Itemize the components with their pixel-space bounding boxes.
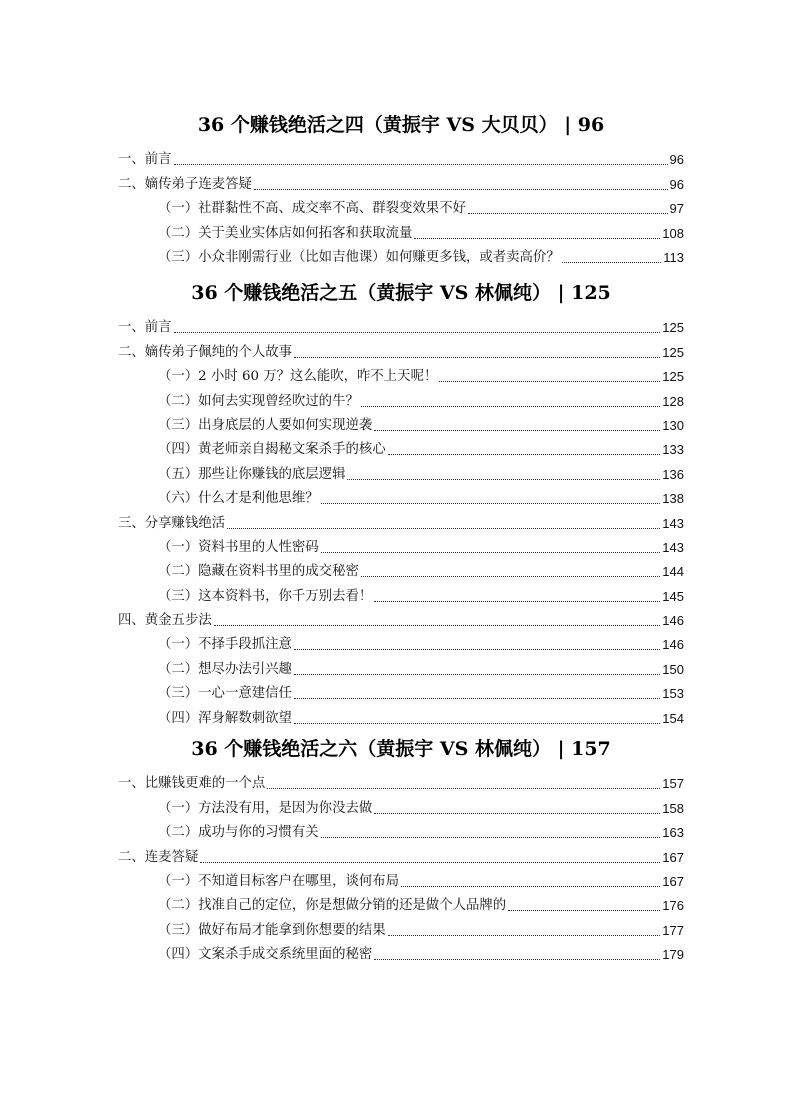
dot-leader xyxy=(294,674,660,675)
entry-label: 二、嫡传弟子连麦答疑 xyxy=(118,176,252,192)
page-number: 113 xyxy=(663,249,684,265)
toc-section-6 xyxy=(118,729,684,964)
dot-leader xyxy=(227,528,660,529)
page-number: 163 xyxy=(662,825,684,841)
page-number: 179 xyxy=(662,947,684,963)
toc-section-4 xyxy=(118,105,684,267)
entry-label: （二）如何去实现曾经吹过的牛？ xyxy=(158,393,359,409)
entry-label: （一）不知道目标客户在哪里，谈何布局 xyxy=(158,873,400,889)
entry-label: 一、比赚钱更难的一个点 xyxy=(118,776,266,792)
toc-subentry xyxy=(118,654,684,678)
toc-subentry xyxy=(118,411,684,435)
entry-label: （五）那些让你赚钱的底层逻辑 xyxy=(158,466,346,482)
toc-chapter-entry xyxy=(118,606,684,630)
entry-label: 一、前言 xyxy=(118,152,172,168)
entry-label: （二）隐藏在资料书里的成交秘密 xyxy=(158,564,359,580)
dot-leader xyxy=(374,430,660,431)
dot-leader xyxy=(508,910,660,911)
dot-leader xyxy=(294,357,660,358)
dot-leader xyxy=(439,381,660,382)
toc-subentry xyxy=(118,581,684,605)
dot-leader xyxy=(321,503,661,504)
dot-leader xyxy=(294,723,660,724)
dot-leader xyxy=(347,479,660,480)
entry-label: （四）文案杀手成交系统里面的秘密 xyxy=(158,947,373,963)
dot-leader xyxy=(174,164,668,165)
toc-section-5 xyxy=(118,273,684,728)
entry-label: （四）黄老师亲自揭秘文案杀手的核心 xyxy=(158,442,386,458)
toc-subentry xyxy=(118,533,684,557)
section-title: 36 个赚钱绝活之六（黄振宇 VS 林佩纯） | 157 xyxy=(191,738,611,760)
page-number: 146 xyxy=(662,637,684,653)
entry-label: （三）出身底层的人要如何实现逆袭 xyxy=(158,417,373,433)
page-number: 167 xyxy=(662,849,684,865)
dot-leader xyxy=(401,886,660,887)
page-number: 96 xyxy=(669,176,684,192)
toc-subentry xyxy=(118,818,684,842)
entry-label: （二）找准自己的定位，你是想做分销的还是做个人品牌的 xyxy=(158,898,507,914)
page-number: 133 xyxy=(662,442,684,458)
toc-subentry xyxy=(118,243,684,267)
entry-label: （三）一心一意建信任 xyxy=(158,686,292,702)
dot-leader xyxy=(374,601,660,602)
toc-subentry xyxy=(118,386,684,410)
entry-label: （二）关于美业实体店如何拓客和获取流量 xyxy=(158,225,413,241)
toc-chapter-entry xyxy=(118,313,684,337)
page-number: 145 xyxy=(662,588,684,604)
page-number: 153 xyxy=(662,686,684,702)
dot-leader xyxy=(294,698,660,699)
dot-leader xyxy=(374,959,660,960)
page-number: 157 xyxy=(662,776,684,792)
dot-leader xyxy=(254,189,668,190)
page-number: 154 xyxy=(662,710,684,726)
toc-subentry xyxy=(118,940,684,964)
entry-list xyxy=(118,145,684,267)
toc-chapter-entry xyxy=(118,769,684,793)
page-number: 143 xyxy=(662,539,684,555)
entry-label: 二、连麦答疑 xyxy=(118,849,199,865)
page-number: 128 xyxy=(662,393,684,409)
toc-subentry xyxy=(118,484,684,508)
entry-label: （一）2 小时 60 万？这么能吹，咋不上天呢！ xyxy=(158,369,438,385)
page-number: 97 xyxy=(669,201,684,217)
entry-list xyxy=(118,313,684,728)
toc-chapter-entry xyxy=(118,169,684,193)
toc-subentry xyxy=(118,218,684,242)
page-number: 125 xyxy=(662,344,684,360)
page-number: 138 xyxy=(662,491,684,507)
dot-leader xyxy=(414,238,660,239)
toc-subentry xyxy=(118,194,684,218)
dot-leader xyxy=(361,406,660,407)
page-number: 150 xyxy=(662,661,684,677)
page-number: 176 xyxy=(662,898,684,914)
dot-leader xyxy=(562,262,662,263)
toc-chapter-entry xyxy=(118,337,684,361)
dot-leader xyxy=(214,625,661,626)
entry-label: （二）想尽办法引兴趣 xyxy=(158,661,292,677)
dot-leader xyxy=(200,862,660,863)
toc-chapter-entry xyxy=(118,145,684,169)
entry-list xyxy=(118,769,684,964)
entry-label: （二）成功与你的习惯有关 xyxy=(158,825,319,841)
dot-leader xyxy=(321,837,661,838)
toc-subentry xyxy=(118,630,684,654)
toc-subentry xyxy=(118,891,684,915)
entry-label: （三）小众非刚需行业（比如吉他课）如何赚更多钱，或者卖高价？ xyxy=(158,249,560,265)
entry-label: 四、黄金五步法 xyxy=(118,613,212,629)
section-title: 36 个赚钱绝活之五（黄振宇 VS 林佩纯） | 125 xyxy=(191,282,611,304)
dot-leader xyxy=(374,813,660,814)
dot-leader xyxy=(468,213,668,214)
entry-label: 一、前言 xyxy=(118,320,172,336)
entry-label: （三）做好布局才能拿到你想要的结果 xyxy=(158,922,386,938)
entry-label: （一）方法没有用，是因为你没去做 xyxy=(158,800,373,816)
dot-leader xyxy=(388,454,661,455)
page-number: 146 xyxy=(662,613,684,629)
toc-subentry xyxy=(118,703,684,727)
page-number: 125 xyxy=(662,320,684,336)
entry-label: （一）不择手段抓注意 xyxy=(158,637,292,653)
entry-label: （四）浑身解数刺欲望 xyxy=(158,710,292,726)
entry-label: （六）什么才是利他思维？ xyxy=(158,491,319,507)
entry-label: （一）社群黏性不高、成交率不高、群裂变效果不好 xyxy=(158,201,466,217)
entry-label: 二、嫡传弟子佩纯的个人故事 xyxy=(118,344,293,360)
toc-subentry xyxy=(118,557,684,581)
toc-subentry xyxy=(118,915,684,939)
page-number: 158 xyxy=(662,800,684,816)
page-number: 125 xyxy=(662,369,684,385)
toc-subentry xyxy=(118,459,684,483)
page-number: 136 xyxy=(662,466,684,482)
toc-subentry xyxy=(118,867,684,891)
page-number: 108 xyxy=(662,225,684,241)
page-number: 143 xyxy=(662,515,684,531)
page-number: 96 xyxy=(669,152,684,168)
toc-chapter-entry xyxy=(118,842,684,866)
dot-leader xyxy=(174,332,661,333)
dot-leader xyxy=(294,649,660,650)
page-number: 167 xyxy=(662,873,684,889)
dot-leader xyxy=(321,552,661,553)
toc-subentry xyxy=(118,793,684,817)
dot-leader xyxy=(388,935,661,936)
dot-leader xyxy=(267,788,660,789)
toc-subentry xyxy=(118,679,684,703)
toc-chapter-entry xyxy=(118,508,684,532)
section-title: 36 个赚钱绝活之四（黄振宇 VS 大贝贝） | 96 xyxy=(197,114,605,136)
page-number: 177 xyxy=(662,922,684,938)
dot-leader xyxy=(361,576,660,577)
page-number: 130 xyxy=(662,417,684,433)
entry-label: （一）资料书里的人性密码 xyxy=(158,539,319,555)
page-number: 144 xyxy=(662,564,684,580)
entry-label: （三）这本资料书，你千万别去看！ xyxy=(158,588,373,604)
entry-label: 三、分享赚钱绝活 xyxy=(118,515,226,531)
toc-subentry xyxy=(118,362,684,386)
toc-subentry xyxy=(118,435,684,459)
